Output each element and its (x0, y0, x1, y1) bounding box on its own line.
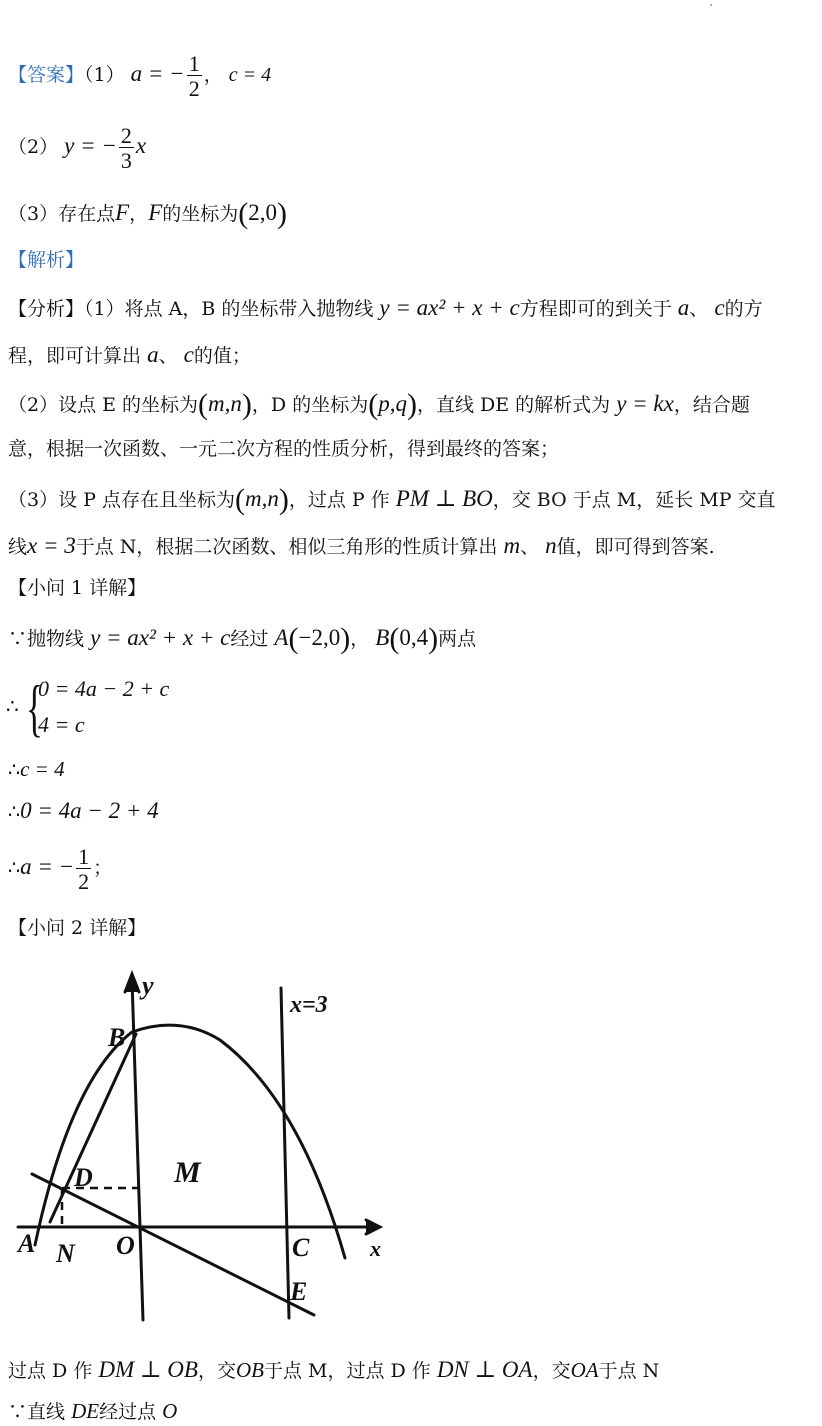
q1-line-c (8, 759, 65, 780)
separator: ， (203, 64, 223, 87)
open-paren: ( (198, 388, 209, 421)
analysis-label: 【解析】 (8, 249, 85, 271)
text: 程，即可计算出 (8, 345, 142, 367)
text: ； (93, 857, 113, 880)
label-C: C (292, 1233, 310, 1262)
text: 、 (158, 345, 178, 367)
system-eq-1 (38, 676, 169, 702)
open-paren: ( (238, 197, 249, 230)
label-x-eq-3: x=3 (290, 992, 328, 1018)
fraction-denominator: 2 (188, 76, 200, 102)
text: ，D 的坐标为 (251, 394, 369, 416)
equation: 0 = 4a − 2 + c (38, 676, 170, 701)
math-c: c (714, 295, 725, 320)
equation: a = − (20, 854, 75, 880)
q2-label: 【小问 2 详解】 (8, 917, 147, 939)
math-OB: OB (235, 1358, 264, 1382)
open-paren: ( (288, 622, 299, 655)
math-perp: PM ⊥ BO (395, 486, 493, 511)
text: ，交 (197, 1360, 236, 1382)
equation: 0 = 4a − 2 + 4 (20, 798, 159, 823)
x-axis-arrow-icon (366, 1220, 380, 1234)
analysis-1-line-2 (8, 343, 251, 366)
text: 的方 (724, 298, 763, 320)
math-pq: p,q (378, 391, 407, 416)
therefore-symbol: ∴ (8, 857, 21, 880)
math-a-eq: a = − (130, 61, 185, 87)
label-y: y (142, 971, 154, 1000)
analysis-1-line-1 (8, 296, 763, 319)
fraction-numerator: 2 (120, 123, 132, 148)
fenxi-label: 【分析】 (8, 298, 85, 320)
answer-part-2 (8, 124, 146, 172)
y-axis-arrow-icon (125, 974, 139, 992)
math-DE: DE (71, 1399, 100, 1423)
therefore-symbol: ∴ (8, 759, 21, 781)
text: （3）设 P 点存在且坐标为 (8, 489, 235, 511)
math-F: F (148, 200, 163, 225)
math-x-eq: x = 3 (27, 533, 76, 558)
text: ，交 (532, 1360, 571, 1382)
text: 经过点 (99, 1401, 157, 1423)
part-number: （3） (8, 203, 59, 225)
text: ， (129, 203, 149, 225)
fraction-numerator: 1 (78, 844, 90, 869)
text: ，直线 DE 的解析式为 (416, 394, 611, 416)
close-paren: ) (340, 622, 351, 655)
text: 线 (8, 536, 28, 558)
analysis-3-line-2 (8, 534, 715, 557)
therefore-symbol: ∴ (8, 801, 21, 823)
math-line-eq: y = kx (616, 391, 674, 416)
label-x: x (370, 1236, 381, 1261)
line-x-equals-3 (281, 988, 289, 1318)
fraction-denominator: 2 (78, 869, 90, 895)
label-B: B (108, 1023, 126, 1052)
q1-line-1 (8, 624, 476, 654)
math-parabola: y = ax² + x + c (379, 295, 520, 320)
math-O: O (162, 1399, 178, 1423)
math-n: n (545, 533, 557, 558)
text: 过点 D 作 (8, 1360, 93, 1382)
close-paren: ) (428, 622, 439, 655)
fraction (187, 52, 202, 100)
q1-line-a (8, 845, 112, 893)
text: 方程即可的到关于 (519, 298, 672, 320)
answer-part-1 (8, 52, 271, 100)
math-parabola: y = ax² + x + c (90, 625, 231, 650)
text: 经过 (230, 628, 269, 650)
text: 的值； (193, 345, 251, 367)
q2-line-2 (8, 1401, 177, 1422)
fraction-denominator: 3 (120, 148, 132, 174)
open-paren: ( (368, 388, 379, 421)
fraction (76, 845, 91, 893)
scan-speck (710, 4, 712, 6)
q1-line-eq (8, 799, 159, 822)
math-mn: m,n (244, 486, 279, 511)
math-c-eq: c = 4 (228, 64, 272, 87)
analysis-3-line-1 (8, 485, 776, 515)
text: ，结合题 (673, 394, 750, 416)
math-perp: DM ⊥ OB (98, 1357, 198, 1382)
system-eq-2 (38, 712, 85, 738)
text: （1）将点 A，B 的坐标带入抛物线 (84, 298, 374, 320)
text: ∵抛物线 (8, 628, 85, 650)
fraction-numerator: 1 (188, 51, 200, 76)
system-brace: { (26, 672, 43, 743)
text: 两点 (438, 628, 477, 650)
coordinate: 2,0 (248, 200, 278, 225)
math-OA: OA (570, 1358, 599, 1382)
text: 存在点 (58, 203, 116, 225)
open-paren: ( (234, 483, 245, 516)
label-N: N (56, 1239, 75, 1268)
label-D: D (74, 1163, 93, 1192)
label-M: M (174, 1156, 201, 1189)
equation: 4 = c (38, 712, 85, 737)
text: 、 (689, 298, 709, 320)
part-number: （1） (84, 64, 125, 87)
math-B: B (375, 625, 390, 650)
close-paren: ) (278, 483, 289, 516)
coordinate: −2,0 (298, 625, 341, 650)
math-F: F (115, 200, 130, 225)
text: 于点 N (598, 1360, 660, 1382)
math-A: A (274, 625, 289, 650)
answer-part-3 (8, 199, 287, 229)
text: 的坐标为 (162, 203, 239, 225)
close-paren: ) (241, 388, 252, 421)
close-paren: ) (277, 197, 288, 230)
fraction (119, 124, 134, 172)
q2-line-1 (8, 1358, 659, 1381)
text: 于点 M，过点 D 作 (263, 1360, 431, 1382)
math-m: m (503, 533, 521, 558)
therefore-symbol: ∴ (6, 694, 19, 718)
part-number: （2） (8, 136, 59, 159)
math-c: c (183, 342, 194, 367)
text: 、 (520, 536, 540, 558)
analysis-2-line-2: 意，根据一次函数、一元二次方程的性质分析，得到最终的答案； (8, 438, 560, 460)
open-paren: ( (389, 622, 400, 655)
answer-label: 【答案】 (8, 64, 85, 87)
text: ∵直线 (8, 1401, 66, 1423)
coordinate: 0,4 (399, 625, 429, 650)
close-paren: ) (406, 388, 417, 421)
math-mn: m,n (208, 391, 242, 416)
label-O: O (116, 1231, 135, 1260)
math-y-eq: y = − (64, 133, 117, 159)
text: 于点 N，根据二次函数、相似三角形的性质计算出 (75, 536, 498, 558)
math-perp: DN ⊥ OA (436, 1357, 533, 1382)
math-x: x (135, 133, 147, 159)
parabola-curve (35, 1025, 345, 1258)
equation: c = 4 (20, 757, 65, 781)
text: ，过点 P 作 (288, 489, 390, 511)
analysis-2-line-1 (8, 390, 750, 420)
label-E: E (290, 1277, 308, 1306)
text: 值，即可得到答案. (556, 536, 715, 558)
q1-label: 【小问 1 详解】 (8, 577, 147, 599)
math-a: a (677, 295, 690, 320)
text: ， (350, 628, 370, 650)
label-A: A (18, 1229, 36, 1258)
text: （2）设点 E 的坐标为 (8, 394, 199, 416)
text: ，交 BO 于点 M，延长 MP 交直 (492, 489, 776, 511)
math-a: a (147, 342, 159, 367)
parabola-figure (0, 960, 420, 1335)
